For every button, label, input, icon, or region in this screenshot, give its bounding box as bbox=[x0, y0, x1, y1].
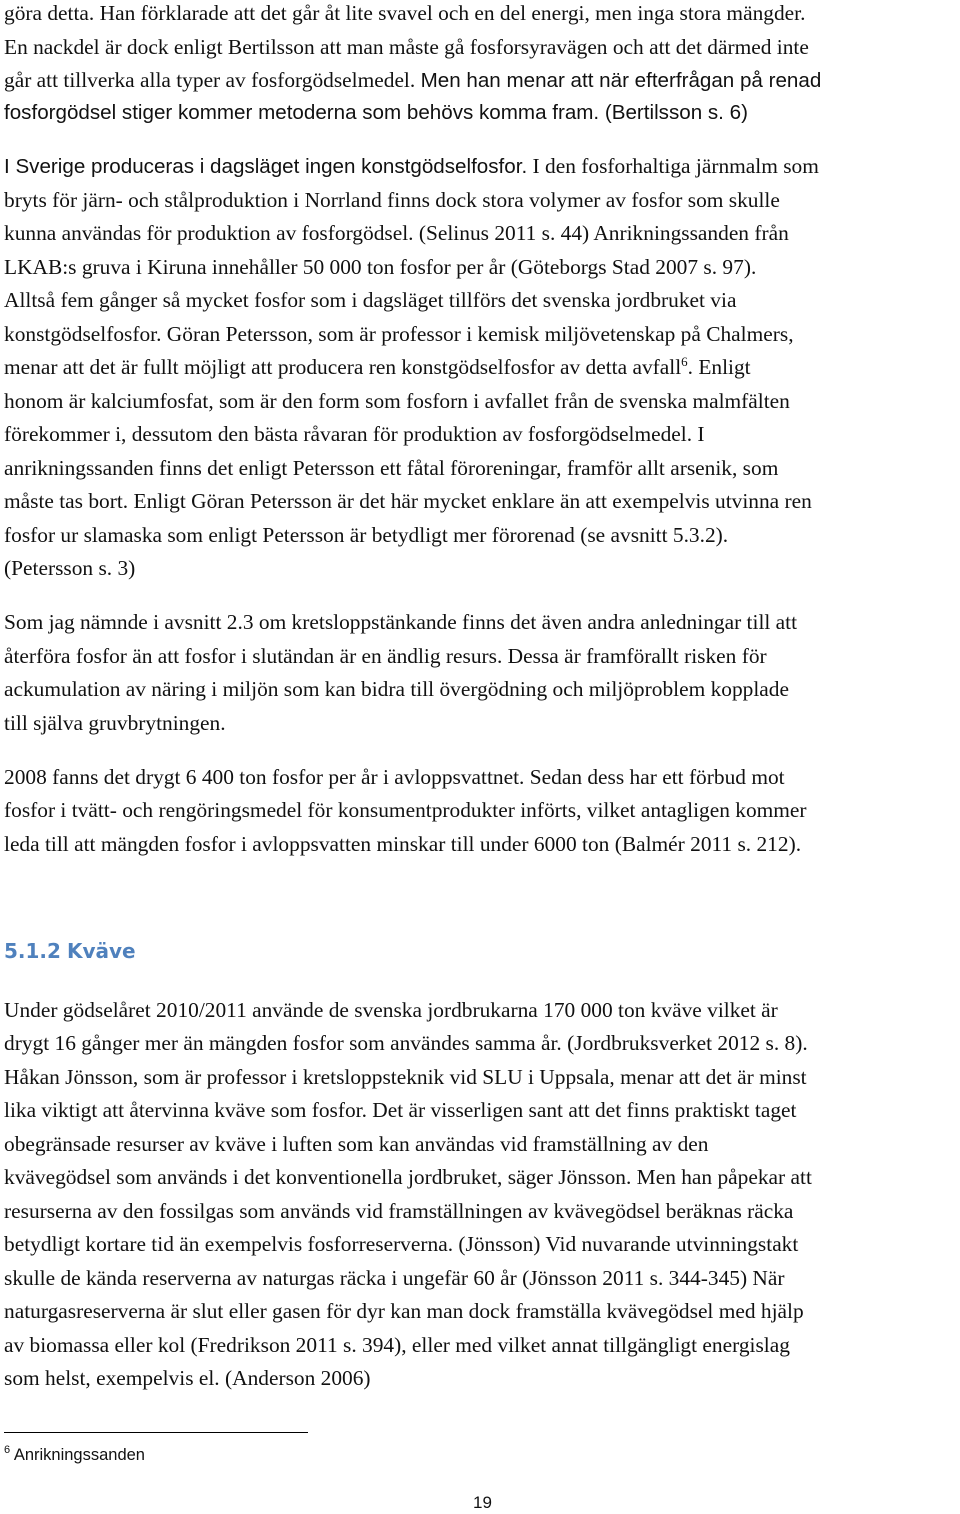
text-span: menar att det är fullt möjligt att producera ren konstgödselfosfor av detta avfall bbox=[4, 355, 682, 379]
text-span: går att tillverka alla typer av fosforgödselmedel. bbox=[4, 68, 416, 92]
footnote bbox=[4, 1444, 145, 1466]
text-line: betydligt kortare tid än exempelvis fosforreserverna. (Jönsson) Vid nuvarande utvinningstakt bbox=[4, 1232, 799, 1256]
text-line: återföra fosfor än att fosfor i slutändan är en ändlig resurs. Dessa är framförallt risken för bbox=[4, 644, 767, 668]
text-line: (Petersson s. 3) bbox=[4, 556, 136, 580]
footnote-reference: 6 bbox=[681, 354, 688, 369]
text-line: drygt 16 gånger mer än mängden fosfor som användes samma år. (Jordbruksverket 2012 s. 8). bbox=[4, 1031, 808, 1055]
text-line: fosfor i tvätt- och rengöringsmedel för konsumentprodukter införts, vilket antagligen kommer bbox=[4, 798, 807, 822]
footnote-marker: 6 bbox=[4, 1444, 11, 1456]
text-line: Alltså fem gånger så mycket fosfor som i dagsläget tillförs det svenska jordbruket via bbox=[4, 288, 737, 312]
text-span: . Enligt bbox=[687, 355, 751, 379]
text-line: göra detta. Han förklarade att det går åt lite svavel och en del energi, men inga stora mängder. bbox=[4, 1, 806, 25]
text-line: naturgasreserverna är slut eller gasen för dyr kan man dock framställa kvävegödsel med hjälp bbox=[4, 1299, 804, 1323]
text-line: som helst, exempelvis el. (Anderson 2006) bbox=[4, 1366, 371, 1390]
text-line: fosforgödsel stiger kommer metoderna som behövs komma fram. (Bertilsson s. 6) bbox=[4, 101, 748, 124]
text-line: måste tas bort. Enligt Göran Petersson är det här mycket enklare än att exempelvis utvinna ren bbox=[4, 489, 812, 513]
text-line: Under gödselåret 2010/2011 använde de svenska jordbrukarna 170 000 ton kväve vilket är bbox=[4, 998, 778, 1022]
section-title: Kväve bbox=[66, 939, 136, 963]
text-line: skulle de kända reserverna av naturgas räcka i ungefär 60 år (Jönsson 2011 s. 344-345) När bbox=[4, 1266, 785, 1290]
text-line: kunna användas för produktion av fosforgödsel. (Selinus 2011 s. 44) Anrikningssanden från bbox=[4, 221, 789, 245]
text-line: LKAB:s gruva i Kiruna innehåller 50 000 ton fosfor per år (Göteborgs Stad 2007 s. 97). bbox=[4, 255, 757, 279]
text-line: leda till att mängden fosfor i avloppsvatten minskar till under 6000 ton (Balmér 2011 s. 212). bbox=[4, 832, 802, 856]
text-span: I Sverige produceras i dagsläget ingen konstgödselfosfor. bbox=[4, 155, 528, 178]
text-line: resurserna av den fossilgas som används vid framställningen av kvävegödsel beräknas räcka bbox=[4, 1199, 794, 1223]
text-line bbox=[4, 67, 821, 93]
text-span: Men han menar att när efterfrågan på renad bbox=[420, 69, 822, 92]
section-number: 5.1.2 bbox=[4, 939, 61, 963]
text-line: fosfor ur slamaska som enligt Petersson är betydligt mer förorenad (se avsnitt 5.3.2). bbox=[4, 523, 729, 547]
text-line: Håkan Jönsson, som är professor i kretsloppsteknik vid SLU i Uppsala, menar att det är minst bbox=[4, 1065, 807, 1089]
text-line: honom är kalciumfosfat, som är den form som fosforn i avfallet från de svenska malmfälten bbox=[4, 389, 790, 413]
text-line: till själva gruvbrytningen. bbox=[4, 711, 226, 735]
text-line: Som jag nämnde i avsnitt 2.3 om kretsloppstänkande finns det även andra anledningar till att bbox=[4, 610, 798, 634]
text-line: lika viktigt att återvinna kväve som fosfor. Det är visserligen sant att det finns praktiskt taget bbox=[4, 1098, 797, 1122]
text-line: förekommer i, dessutom den bästa råvaran för produktion av fosforgödselmedel. I bbox=[4, 422, 705, 446]
text-line bbox=[4, 153, 819, 179]
text-line: En nackdel är dock enligt Bertilsson att man måste gå fosforsyravägen och att det därmed inte bbox=[4, 35, 809, 59]
text-line: 2008 fanns det drygt 6 400 ton fosfor per år i avloppsvattnet. Sedan dess har ett förbud mot bbox=[4, 765, 785, 789]
text-line bbox=[4, 354, 751, 380]
text-line: bryts för järn- och stålproduktion i Norrland finns dock stora volymer av fosfor som skulle bbox=[4, 188, 780, 212]
footnote-separator bbox=[4, 1432, 308, 1433]
text-span: I den fosforhaltiga järnmalm som bbox=[532, 154, 819, 178]
text-line: anrikningssanden finns det enligt Petersson ett fåtal föroreningar, framför allt arsenik, som bbox=[4, 456, 779, 480]
page-number: 19 bbox=[473, 1493, 492, 1512]
footnote-text: Anrikningssanden bbox=[13, 1446, 145, 1464]
text-line: kvävegödsel som används i det konventionella jordbruket, säger Jönsson. Men han påpekar att bbox=[4, 1165, 812, 1189]
text-line: av biomassa eller kol (Fredrikson 2011 s. 394), eller med vilket annat tillgängligt energislag bbox=[4, 1333, 790, 1357]
text-line: obegränsade resurser av kväve i luften som kan användas vid framställning av den bbox=[4, 1132, 709, 1156]
section-heading bbox=[4, 938, 136, 964]
text-line: konstgödselfosfor. Göran Petersson, som är professor i kemisk miljövetenskap på Chalmers, bbox=[4, 322, 794, 346]
text-line: ackumulation av näring i miljön som kan bidra till övergödning och miljöproblem kopplade bbox=[4, 677, 789, 701]
